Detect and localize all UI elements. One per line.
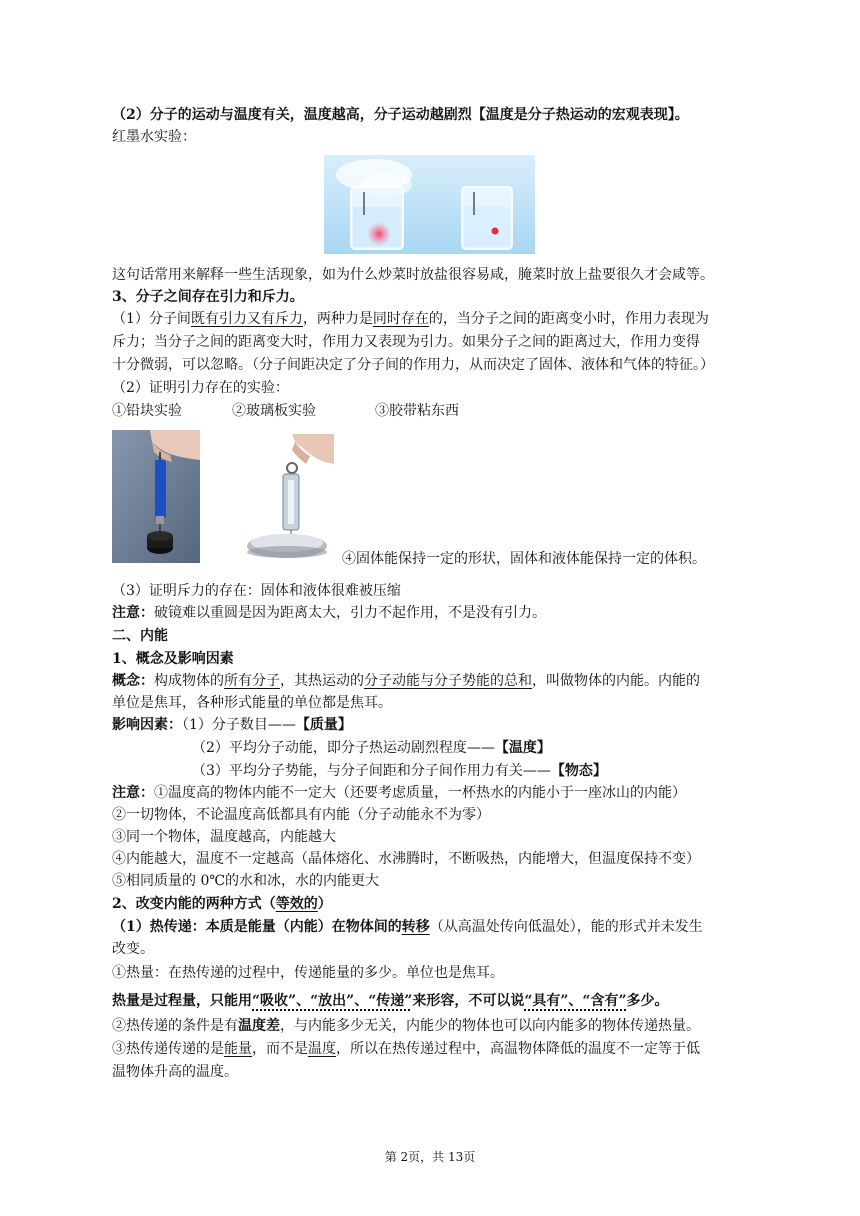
line-change: 改变。: [112, 941, 154, 957]
text-underlined: 等效的: [275, 896, 318, 912]
text-underlined: 能量: [224, 1041, 252, 1057]
text-emphasis: 【温度是分子热运动的宏观表现】。: [471, 107, 689, 123]
note-label: 注意：: [112, 785, 154, 801]
line-transfer-energy: [112, 1038, 700, 1060]
line-attraction-experiments: （2）证明引力存在的实验：: [112, 380, 289, 396]
text-bold: 温度差: [238, 1018, 280, 1034]
note-label: 注意：: [112, 605, 154, 621]
text: （2）平均分子动能，即分子热运动剧烈程度——: [192, 740, 495, 756]
text: ①温度高的物体内能不一定大（还要考虑质量，一杯热水的内能小于一座冰山的内能）: [154, 785, 686, 801]
experiment-tape: ③胶带粘东西: [375, 403, 459, 419]
line-negligible: 十分微弱，可以忽略。（分子间距决定了分子间的作用力，从而决定了固体、液体和气体的特征。）: [112, 357, 714, 373]
text: （3）平均分子势能，与分子间距和分子间作用力有关——: [192, 763, 551, 779]
lead-block-spring-scale-photo: [112, 430, 200, 563]
line-unit-joule: 单位是焦耳，各种形式能量的单位都是焦耳。: [112, 695, 392, 711]
line-life-phenomena: 这句话常用来解释一些生活现象，如为什么炒菜时放盐很容易咸，腌菜时放上盐要很久才会咸等。: [112, 267, 714, 283]
line-note-4: ④内能越大，温度不一定越高（晶体熔化、水沸腾时，不断吸热，内能增大，但温度保持不变）: [112, 851, 700, 867]
line-heat-transfer: [112, 916, 703, 938]
line-concept: [112, 670, 700, 692]
text: 热量是过程量，只能用: [112, 993, 252, 1009]
text: ，而不是: [252, 1041, 308, 1057]
text: 多少。: [626, 993, 669, 1009]
text-dotted: “吸收”、“放出”、“传递”: [252, 993, 413, 1009]
line-solid-shape: ④固体能保持一定的形状，固体和液体能保持一定的体积。: [342, 551, 706, 567]
line-repulsion-attraction: 斥力；当分子之间的距离变大时，作用力又表现为引力。如果分子之间的距离过大，作用力变得: [112, 334, 700, 350]
line-force-coexist: [112, 308, 709, 330]
heading-two-ways: [112, 893, 332, 915]
red-ink-beakers-photo: [324, 155, 535, 254]
line-process-quantity: [112, 990, 669, 1012]
line-note-broken-mirror: [112, 602, 546, 624]
line-note-3: ③同一个物体，温度越高，内能越大: [112, 829, 336, 845]
line-note-2: ②一切物体，不论温度高低都具有内能（分子动能永不为零）: [112, 807, 490, 823]
text-emphasis: 【质量】: [295, 717, 352, 733]
text: （2）分子的运动与温度有关，温度越高，分子运动越剧烈: [112, 107, 472, 123]
text-underlined: 同时存在: [372, 311, 429, 327]
text: （1）分子数目——: [182, 717, 296, 733]
text: ③热传递传递的是: [112, 1041, 224, 1057]
text-emphasis: 【温度】: [494, 740, 551, 756]
factors-label: 影响因素：: [112, 717, 182, 733]
text-underlined: 既有引力又有斥力: [190, 311, 303, 327]
line-temperature-motion: [112, 104, 689, 126]
line-note-1: [112, 782, 686, 804]
text-dotted: “具有”、“含有”: [524, 993, 627, 1009]
text: ，其热运动的: [280, 673, 364, 689]
text-underlined: 所有分子: [224, 673, 280, 689]
line-temperature-rise: 温物体升高的温度。: [112, 1064, 238, 1080]
line-note-5: ⑤相同质量的 0℃的水和冰，水的内能更大: [112, 873, 380, 889]
line-factor-1: [112, 714, 352, 736]
heading-attraction-repulsion: 3、分子之间存在引力和斥力。: [112, 289, 304, 305]
experiment-glass-plate: ②玻璃板实验: [232, 403, 316, 419]
text: 破镜难以重圆是因为距离太大，引力不起作用，不是没有引力。: [154, 605, 546, 621]
text-underlined: 分子动能与分子势能的总和: [364, 673, 532, 689]
text: （从高温处传向低温处），能的形式并未发生: [429, 919, 703, 935]
text-bold: （1）热传递：本质是能量（内能）在物体间的: [112, 919, 402, 935]
text-underlined: 转移: [401, 919, 430, 935]
text: ②热传递的条件是有: [112, 1018, 238, 1034]
text: 来形容，不可以说: [412, 993, 525, 1009]
glass-plate-spring-scale-photo: [240, 434, 334, 562]
line-factor-3: [192, 760, 607, 782]
text: ，两种力是: [302, 311, 373, 327]
text: 2、改变内能的两种方式（: [112, 896, 276, 912]
line-heat-quantity: ①热量：在热传递的过程中，传递能量的多少。单位也是焦耳。: [112, 965, 504, 981]
line-red-ink-experiment: 红墨水实验：: [112, 129, 196, 145]
line-condition: [112, 1015, 700, 1037]
page-footer: 第 2页，共 13页: [384, 1150, 476, 1164]
concept-label: 概念：: [112, 673, 154, 689]
text: 的，当分子之间的距离变小时，作用力表现为: [428, 311, 709, 327]
text-underlined: 温度: [308, 1041, 336, 1057]
text: ，与内能多少无关，内能少的物体也可以向内能多的物体传递热量。: [280, 1018, 700, 1034]
text-emphasis: 【物态】: [550, 763, 607, 779]
text: 构成物体的: [154, 673, 224, 689]
line-factor-2: [192, 737, 551, 759]
experiment-lead-block: ①铅块实验: [112, 403, 182, 419]
text: ）: [317, 896, 332, 912]
heading-concept-factors: 1、概念及影响因素: [112, 651, 234, 667]
text: （1）分子间: [112, 311, 191, 327]
section-internal-energy: 二、内能: [112, 628, 168, 644]
text: ，叫做物体的内能。内能的: [532, 673, 700, 689]
text: ，所以在热传递过程中，高温物体降低的温度不一定等于低: [336, 1041, 700, 1057]
line-repulsion-evidence: （3）证明斥力的存在：固体和液体很难被压缩: [112, 583, 401, 599]
